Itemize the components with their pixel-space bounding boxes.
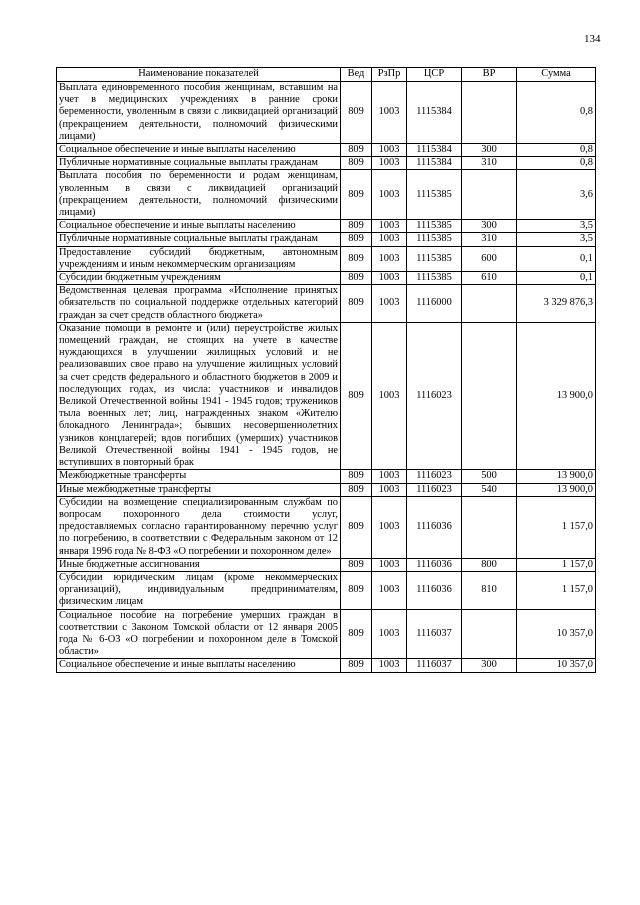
row-csr: 1115385	[407, 170, 462, 220]
row-vr: 800	[462, 558, 517, 571]
row-vr: 310	[462, 157, 517, 170]
row-rzpr: 1003	[372, 496, 407, 558]
header-vr: ВР	[462, 68, 517, 82]
table-body	[57, 82, 596, 673]
row-rzpr: 1003	[372, 470, 407, 483]
row-ved: 809	[341, 82, 372, 144]
row-name: Выплата единовременного пособия женщинам, вставшим на учет в медицинских учреждениях в ранние сроки беременности, уволенным в связи с ликвидацией организаций (прекращением деятельности, полномочий физическими лицами)	[57, 82, 341, 144]
header-ved: Вед	[341, 68, 372, 82]
row-vr	[462, 609, 517, 659]
row-vr: 610	[462, 272, 517, 285]
row-ved: 809	[341, 170, 372, 220]
row-sum: 3,5	[517, 220, 596, 233]
table-row	[57, 470, 596, 483]
row-ved: 809	[341, 233, 372, 246]
row-name: Социальное обеспечение и иные выплаты населению	[57, 659, 341, 672]
table-header	[57, 68, 596, 82]
row-rzpr: 1003	[372, 144, 407, 157]
header-rzpr: РзПр	[372, 68, 407, 82]
row-csr: 1116037	[407, 609, 462, 659]
row-name: Публичные нормативные социальные выплаты гражданам	[57, 157, 341, 170]
row-vr	[462, 285, 517, 323]
table-row	[57, 609, 596, 659]
table-row	[57, 246, 596, 271]
row-vr: 500	[462, 470, 517, 483]
budget-table	[56, 67, 596, 673]
row-name: Социальное обеспечение и иные выплаты населению	[57, 144, 341, 157]
table-row	[57, 272, 596, 285]
row-name: Субсидии на возмещение специализированным службам по вопросам похоронного дела стоимости услуг, предоставляемых согласно гарантированному перечню услуг по погребению, в соответствии с Федеральным законом от 12 января 1996 года № 8-ФЗ «О погребении и похоронном деле»	[57, 496, 341, 558]
row-rzpr: 1003	[372, 220, 407, 233]
row-name: Социальное обеспечение и иные выплаты населению	[57, 220, 341, 233]
row-ved: 809	[341, 496, 372, 558]
row-rzpr: 1003	[372, 659, 407, 672]
row-name: Социальное пособие на погребение умерших граждан в соответствии с Законом Томской области от 12 января 2005 года № 6-ОЗ «О погребении и похоронном деле в Томской области»	[57, 609, 341, 659]
row-vr	[462, 170, 517, 220]
row-sum: 0,1	[517, 272, 596, 285]
row-rzpr: 1003	[372, 82, 407, 144]
page-number: 134	[584, 33, 601, 45]
row-vr: 600	[462, 246, 517, 271]
row-csr: 1116036	[407, 558, 462, 571]
row-csr: 1116023	[407, 483, 462, 496]
row-csr: 1116037	[407, 659, 462, 672]
row-rzpr: 1003	[372, 233, 407, 246]
row-csr: 1116036	[407, 571, 462, 609]
row-rzpr: 1003	[372, 322, 407, 469]
row-vr	[462, 496, 517, 558]
row-rzpr: 1003	[372, 558, 407, 571]
row-rzpr: 1003	[372, 483, 407, 496]
row-csr: 1115384	[407, 82, 462, 144]
row-csr: 1115385	[407, 246, 462, 271]
row-vr: 310	[462, 233, 517, 246]
row-rzpr: 1003	[372, 170, 407, 220]
row-sum: 0,8	[517, 157, 596, 170]
table-row	[57, 285, 596, 323]
row-vr: 300	[462, 144, 517, 157]
header-row	[57, 68, 596, 82]
row-sum: 3,5	[517, 233, 596, 246]
table-row	[57, 170, 596, 220]
row-sum: 0,1	[517, 246, 596, 271]
row-sum: 0,8	[517, 144, 596, 157]
row-name: Иные межбюджетные трансферты	[57, 483, 341, 496]
row-vr: 300	[462, 659, 517, 672]
row-sum: 1 157,0	[517, 558, 596, 571]
row-name: Оказание помощи в ремонте и (или) переустройстве жилых помещений граждан, не стоящих на учете в качестве нуждающихся в улучшении жилищных условий и не реализовавших свое право на улучшение жилищных условий за счет средств федерального и областного бюджетов в 2009 и последующих годах, из числа: участников и инвалидов Великой Отечественной войны 1941 - 1945 годов; тружеников тыла военных лет; лиц, награжденных знаком «Жителю блокадного Ленинграда»; бывших несовершеннолетних узников концлагерей; вдов погибших (умерших) участников Великой Отечественной войны 1941 - 1945 годов, не вступивших в повторный брак	[57, 322, 341, 469]
row-ved: 809	[341, 157, 372, 170]
row-rzpr: 1003	[372, 571, 407, 609]
row-name: Публичные нормативные социальные выплаты гражданам	[57, 233, 341, 246]
row-csr: 1115385	[407, 272, 462, 285]
header-sum: Сумма	[517, 68, 596, 82]
row-csr: 1115384	[407, 157, 462, 170]
row-name: Иные бюджетные ассигнования	[57, 558, 341, 571]
row-ved: 809	[341, 144, 372, 157]
row-ved: 809	[341, 659, 372, 672]
row-sum: 0,8	[517, 82, 596, 144]
row-sum: 3 329 876,3	[517, 285, 596, 323]
row-name: Межбюджетные трансферты	[57, 470, 341, 483]
row-sum: 13 900,0	[517, 483, 596, 496]
row-name: Ведомственная целевая программа «Исполнение принятых обязательств по социальной поддержке отдельных категорий граждан за счет средств областного бюджета»	[57, 285, 341, 323]
table-row	[57, 571, 596, 609]
row-vr: 810	[462, 571, 517, 609]
row-rzpr: 1003	[372, 609, 407, 659]
table-row	[57, 220, 596, 233]
row-sum: 10 357,0	[517, 659, 596, 672]
table-row	[57, 659, 596, 672]
row-ved: 809	[341, 558, 372, 571]
table-row	[57, 233, 596, 246]
row-vr: 300	[462, 220, 517, 233]
row-csr: 1115385	[407, 233, 462, 246]
row-rzpr: 1003	[372, 246, 407, 271]
row-name: Субсидии бюджетным учреждениям	[57, 272, 341, 285]
row-vr: 540	[462, 483, 517, 496]
row-rzpr: 1003	[372, 285, 407, 323]
row-rzpr: 1003	[372, 272, 407, 285]
row-sum: 1 157,0	[517, 571, 596, 609]
row-name: Субсидии юридическим лицам (кроме некоммерческих организаций), индивидуальным предпринимателям, физическим лицам	[57, 571, 341, 609]
row-vr	[462, 322, 517, 469]
row-sum: 13 900,0	[517, 322, 596, 469]
table-row	[57, 82, 596, 144]
row-ved: 809	[341, 470, 372, 483]
table-row	[57, 322, 596, 469]
row-rzpr: 1003	[372, 157, 407, 170]
row-sum: 13 900,0	[517, 470, 596, 483]
row-sum: 3,6	[517, 170, 596, 220]
row-csr: 1115384	[407, 144, 462, 157]
row-ved: 809	[341, 483, 372, 496]
row-csr: 1116036	[407, 496, 462, 558]
row-name: Предоставление субсидий бюджетным, автономным учреждениям и иным некоммерческим организациям	[57, 246, 341, 271]
row-ved: 809	[341, 571, 372, 609]
row-ved: 809	[341, 220, 372, 233]
header-name: Наименование показателей	[57, 68, 341, 82]
table-row	[57, 483, 596, 496]
table-row	[57, 144, 596, 157]
table-row	[57, 496, 596, 558]
row-csr: 1116000	[407, 285, 462, 323]
header-csr: ЦСР	[407, 68, 462, 82]
row-ved: 809	[341, 285, 372, 323]
row-csr: 1115385	[407, 220, 462, 233]
table-row	[57, 558, 596, 571]
row-ved: 809	[341, 246, 372, 271]
row-vr	[462, 82, 517, 144]
row-csr: 1116023	[407, 470, 462, 483]
row-name: Выплата пособия по беременности и родам женщинам, уволенным в связи с ликвидацией организаций (прекращением деятельности, полномочий физическими лицами)	[57, 170, 341, 220]
row-ved: 809	[341, 609, 372, 659]
row-csr: 1116023	[407, 322, 462, 469]
table-row	[57, 157, 596, 170]
row-ved: 809	[341, 272, 372, 285]
row-ved: 809	[341, 322, 372, 469]
row-sum: 1 157,0	[517, 496, 596, 558]
row-sum: 10 357,0	[517, 609, 596, 659]
